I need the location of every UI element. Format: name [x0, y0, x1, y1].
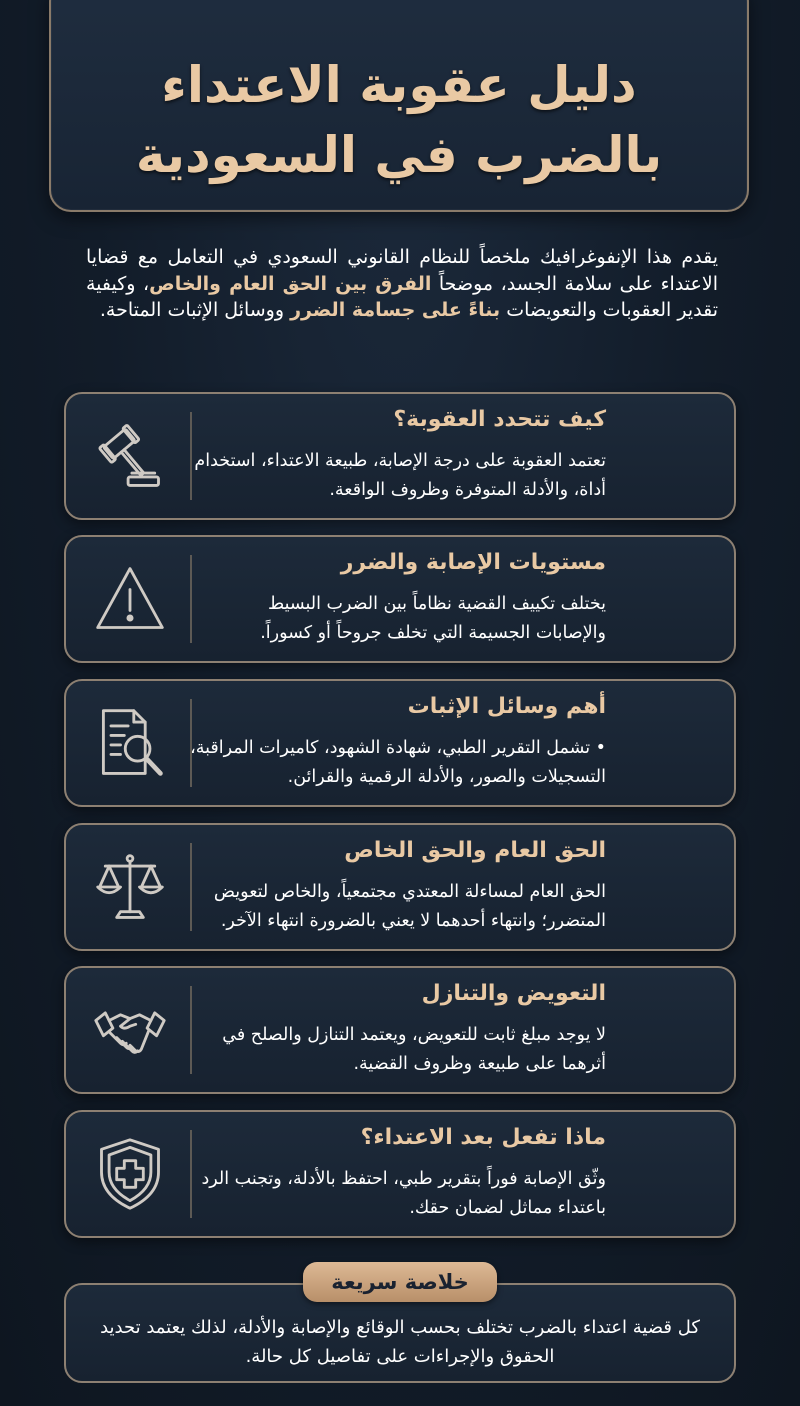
intro-text: ووسائل الإثبات المتاحة.	[99, 299, 291, 321]
card-body: يختلف تكييف القضية نظاماً بين الضرب البسيط والإصابات الجسيمة التي تخلف جروحاً أو كسوراً.	[260, 594, 606, 643]
card-divider	[190, 555, 192, 643]
summary-badge: خلاصة سريعة	[303, 1262, 497, 1302]
page-title-line2: بالضرب في السعودية	[135, 126, 663, 184]
warning-icon	[84, 555, 176, 643]
intro-highlight: الفرق بين الحق العام والخاص	[149, 272, 432, 295]
info-card-evidence	[64, 679, 736, 807]
card-body: وثّق الإصابة فوراً بتقرير طبي، احتفظ بالأدلة، وتجنب الرد باعتداء مماثل لضمان حقك.	[201, 1169, 606, 1218]
card-divider	[190, 986, 192, 1074]
info-card-penalty	[64, 392, 736, 520]
shield-medical-icon	[84, 1130, 176, 1218]
card-title: أهم وسائل الإثبات	[407, 694, 606, 719]
gavel-icon	[84, 412, 176, 500]
document-search-icon	[84, 699, 176, 787]
info-card-public-private-right	[64, 823, 736, 951]
card-title: الحق العام والحق الخاص	[344, 838, 606, 863]
card-body: تعتمد العقوبة على درجة الإصابة، طبيعة الاعتداء، استخدام أداة، والأدلة المتوفرة وظروف الواقعة.	[194, 451, 606, 500]
info-card-compensation	[64, 966, 736, 1094]
info-card-after-assault	[64, 1110, 736, 1238]
card-body: الحق العام لمساءلة المعتدي مجتمعياً، والخاص لتعويض المتضرر؛ وانتهاء أحدهما لا يعني بالضرورة انتهاء الآخر.	[213, 882, 606, 931]
card-title: مستويات الإصابة والضرر	[340, 550, 606, 575]
intro-paragraph	[86, 244, 718, 324]
card-title: كيف تتحدد العقوبة؟	[393, 407, 606, 432]
summary-text: كل قضية اعتداء بالضرب تختلف بحسب الوقائع والإصابة والأدلة، لذلك يعتمد تحديد الحقوق والإجراءات على تفاصيل كل حالة.	[100, 1317, 700, 1367]
intro-text: يقدم هذا الإنفوغرافيك ملخصاً للنظام القانوني السعودي في التعامل مع قضايا الاعتداء على سلامة الجسد، موضحاً	[86, 246, 718, 295]
card-title: التعويض والتنازل	[421, 981, 606, 1006]
title-box	[49, 0, 749, 212]
intro-highlight: بناءً على جسامة الضرر	[290, 299, 501, 321]
card-body: • تشمل التقرير الطبي، شهادة الشهود، كاميرات المراقبة، التسجيلات والصور، والأدلة الرقمية والقرائن.	[190, 738, 606, 787]
intro-text: ، وكيفية تقدير العقوبات والتعويضات	[86, 272, 718, 321]
card-title: ماذا تفعل بعد الاعتداء؟	[360, 1125, 606, 1150]
card-body: لا يوجد مبلغ ثابت للتعويض، ويعتمد التنازل والصلح في أثرهما على طبيعة وظروف القضية.	[222, 1025, 606, 1074]
info-card-injury-levels	[64, 535, 736, 663]
handshake-icon	[84, 986, 176, 1074]
scales-icon	[84, 843, 176, 931]
page-title-line1: دليل عقوبة الاعتداء	[161, 56, 637, 114]
